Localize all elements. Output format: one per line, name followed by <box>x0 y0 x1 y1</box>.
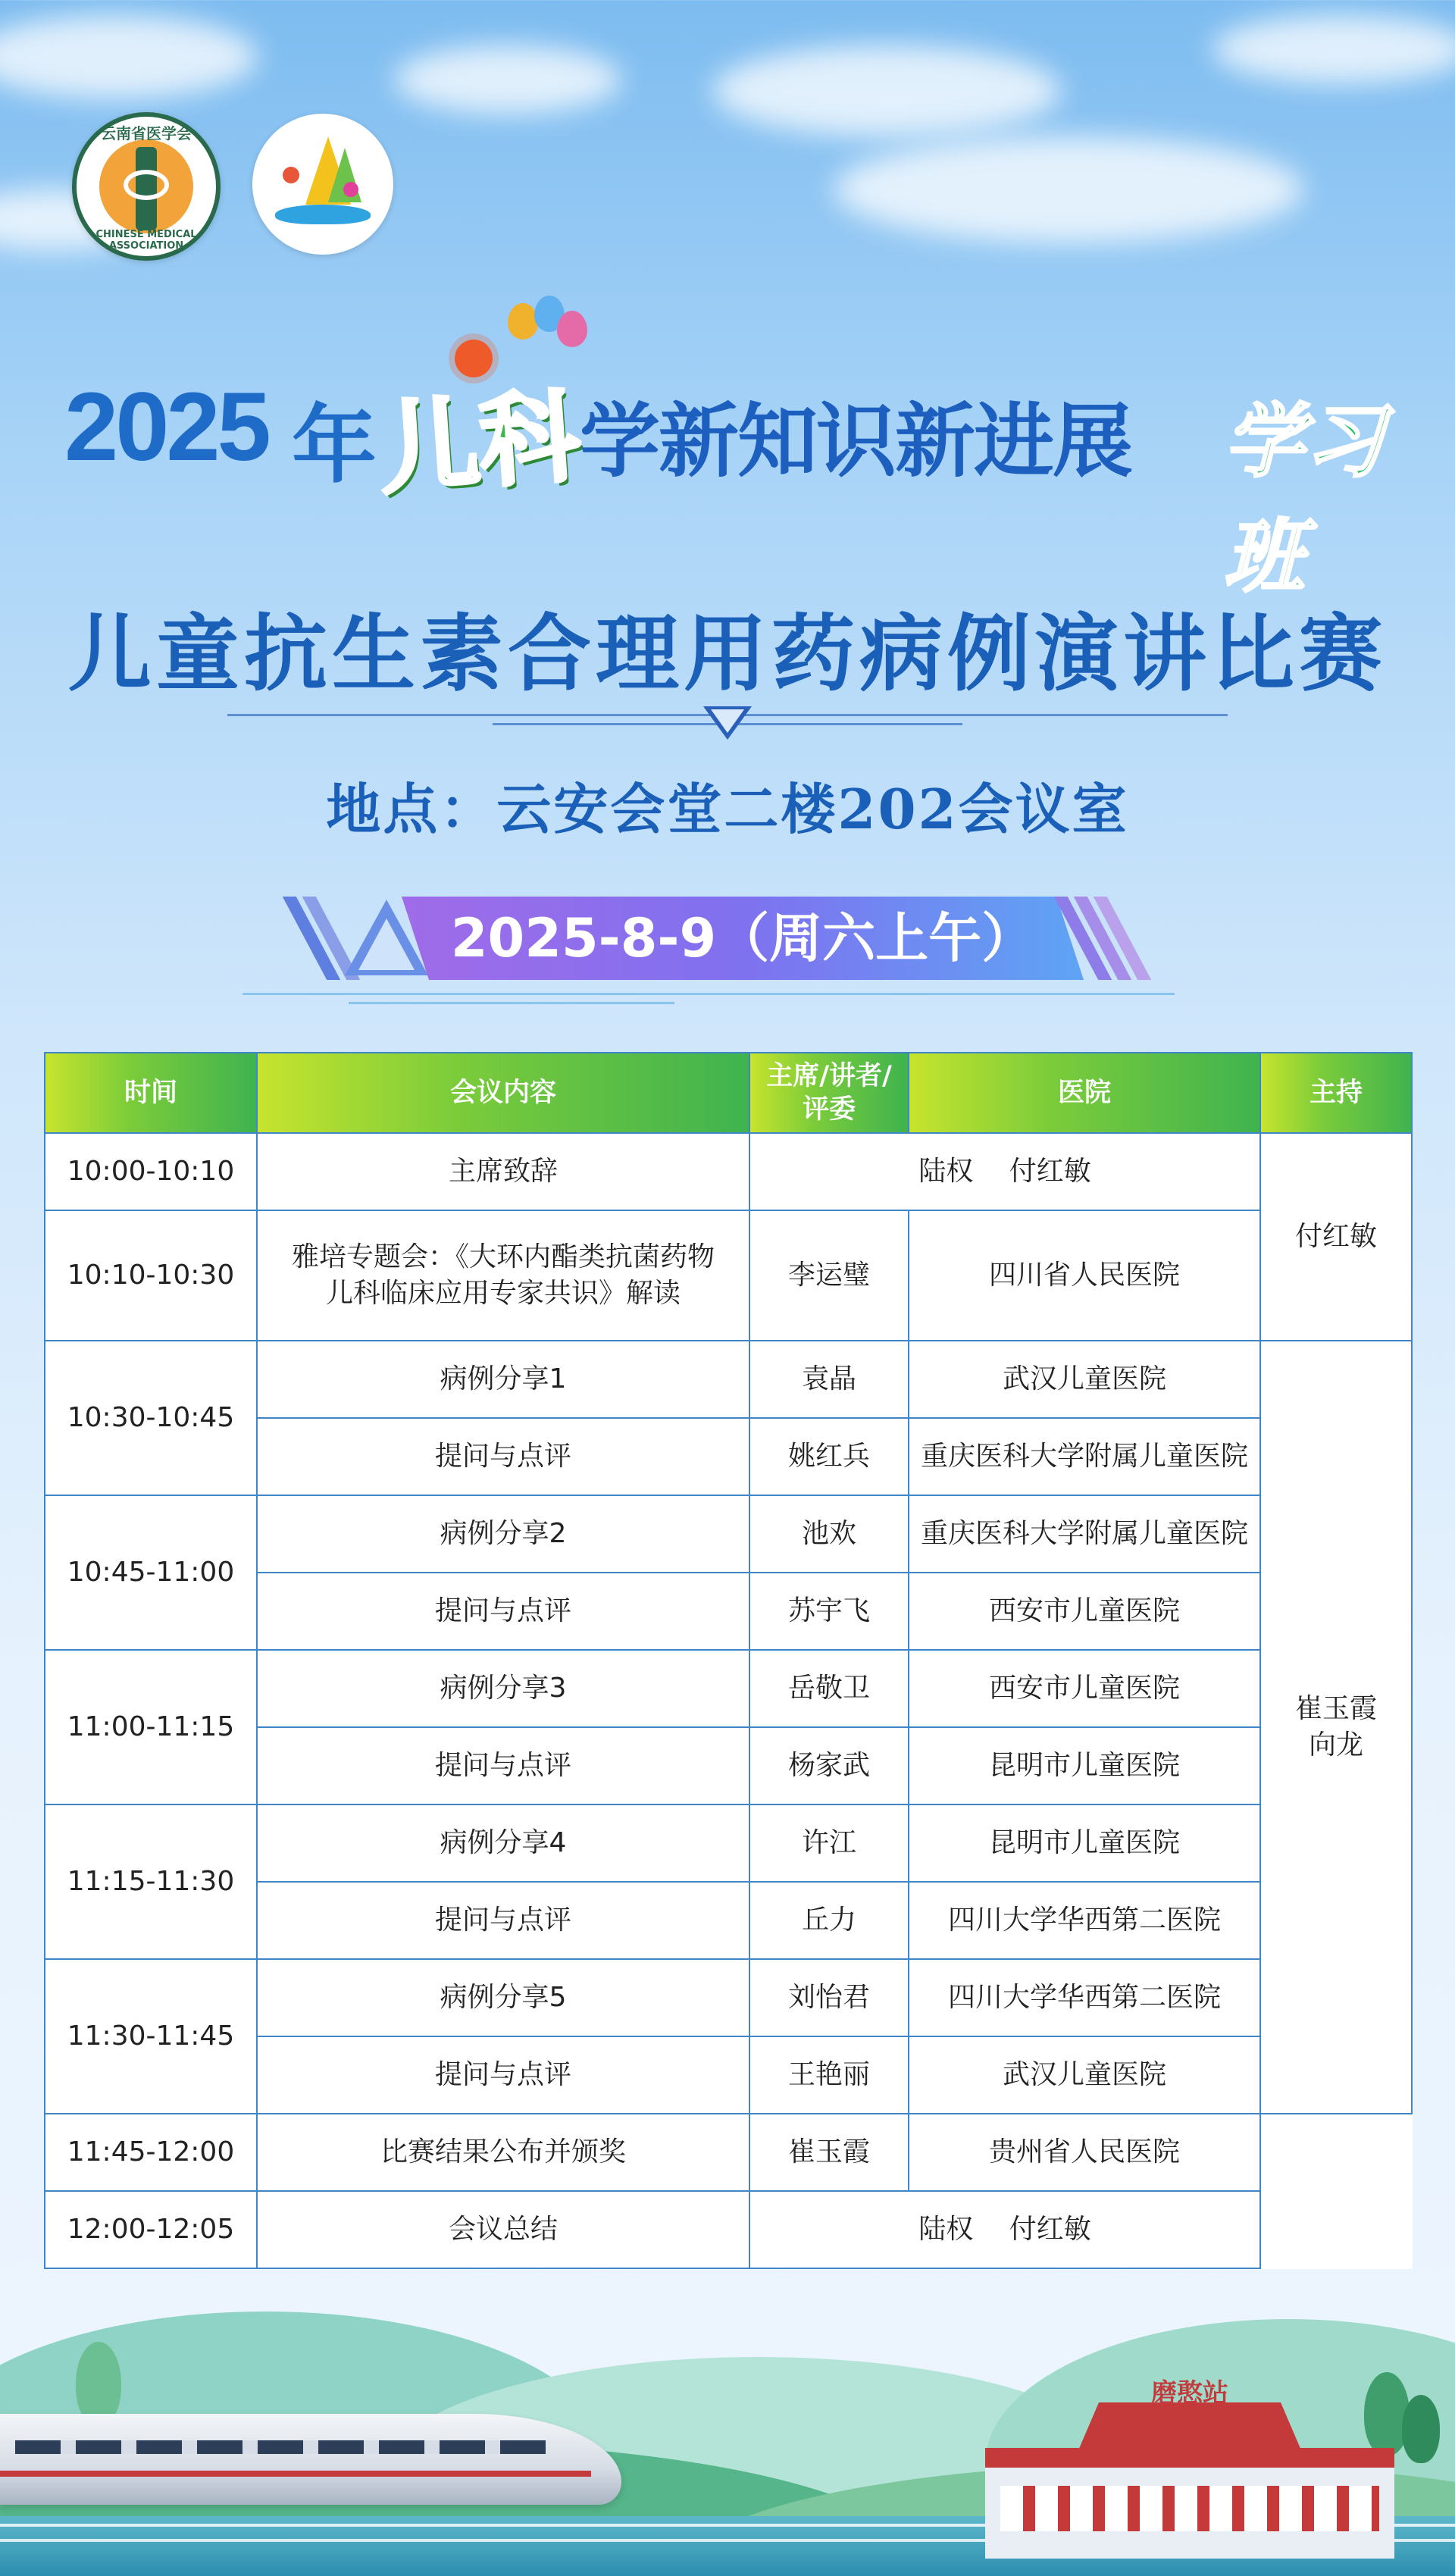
speaker-cell: 袁晶 <box>749 1341 909 1418</box>
logo-bottom-text: CHINESE MEDICAL ASSOCIATION <box>95 229 197 252</box>
title-year: 2025 <box>64 373 268 481</box>
station-name: 磨憨站 <box>1151 2378 1228 2409</box>
time-cell: 11:15-11:30 <box>45 1804 257 1959</box>
medical-association-logo <box>72 112 221 261</box>
content-cell: 提问与点评 <box>257 2036 749 2114</box>
speaker-cell: 陆权 付红敏 <box>749 1133 1260 1210</box>
balloon-icon <box>557 311 587 347</box>
content-cell: 病例分享5 <box>257 1959 749 2036</box>
content-cell: 比赛结果公布并颁奖 <box>257 2114 749 2191</box>
host-cell: 付红敏 <box>1260 1133 1412 1341</box>
hospital-cell: 武汉儿童医院 <box>909 2036 1260 2114</box>
table-row <box>45 1495 1412 1573</box>
time-cell: 10:00-10:10 <box>45 1133 257 1210</box>
header-content: 会议内容 <box>257 1053 749 1133</box>
title-rest: 学新知识新进展 <box>580 395 1131 488</box>
time-cell: 11:30-11:45 <box>45 1959 257 2114</box>
logo-top-text: 云南省医学会 <box>101 124 192 142</box>
speaker-cell: 李运璧 <box>749 1210 909 1341</box>
time-cell: 11:00-11:15 <box>45 1650 257 1804</box>
hospital-cell: 武汉儿童医院 <box>909 1341 1260 1418</box>
speaker-cell: 池欢 <box>749 1495 909 1573</box>
schedule-table <box>44 1052 1413 2269</box>
date-text: 2025-8-9（周六上午） <box>450 907 1035 969</box>
high-speed-train-icon <box>0 2414 621 2505</box>
table-row <box>45 1341 1412 1418</box>
table-row <box>45 1959 1412 2036</box>
header-hospital: 医院 <box>909 1053 1260 1133</box>
time-cell: 10:10-10:30 <box>45 1210 257 1341</box>
hospital-cell: 西安市儿童医院 <box>909 1573 1260 1650</box>
speaker-cell: 刘怡君 <box>749 1959 909 2036</box>
child-icon <box>283 167 299 183</box>
hospital-cell: 四川大学华西第二医院 <box>909 1882 1260 1959</box>
table-row <box>45 1210 1412 1341</box>
title-erke: 儿科 <box>375 377 584 509</box>
snake-icon <box>124 170 169 200</box>
speaker-cell: 姚红兵 <box>749 1418 909 1495</box>
child-icon <box>343 182 358 197</box>
table-row <box>45 1804 1412 1882</box>
title-nian: 年 <box>292 396 377 495</box>
cloud <box>394 45 621 114</box>
time-cell: 10:45-11:00 <box>45 1495 257 1650</box>
divider <box>349 1002 674 1004</box>
hospital-cell: 四川省人民医院 <box>909 1210 1260 1341</box>
header-speaker: 主席/讲者/评委 <box>749 1053 909 1133</box>
content-cell: 病例分享2 <box>257 1495 749 1573</box>
hospital-cell: 昆明市儿童医院 <box>909 1727 1260 1804</box>
tree-icon <box>1402 2395 1440 2463</box>
content-cell: 病例分享1 <box>257 1341 749 1418</box>
pediatrics-society-logo <box>252 114 393 255</box>
content-cell: 会议总结 <box>257 2191 749 2268</box>
time-cell: 10:30-10:45 <box>45 1341 257 1495</box>
cloud <box>1212 15 1455 83</box>
content-cell: 病例分享4 <box>257 1804 749 1882</box>
train-stripe <box>0 2471 591 2477</box>
tree-icon <box>76 2342 121 2425</box>
divider <box>242 993 1175 995</box>
triangle-inner <box>711 709 744 733</box>
header-host: 主持 <box>1260 1053 1412 1133</box>
speaker-cell: 陆权 付红敏 <box>749 2191 1260 2268</box>
content-cell: 提问与点评 <box>257 1573 749 1650</box>
speaker-cell: 崔玉霞 <box>749 2114 909 2191</box>
hospital-cell: 重庆医科大学附属儿童医院 <box>909 1495 1260 1573</box>
header-time: 时间 <box>45 1053 257 1133</box>
speaker-cell: 丘力 <box>749 1882 909 1959</box>
cloud <box>834 136 1303 243</box>
table-row <box>45 2114 1412 2191</box>
cloud <box>712 45 1061 136</box>
host-name: 崔玉霞 <box>1294 1693 1377 1724</box>
speaker-cell: 苏宇飞 <box>749 1573 909 1650</box>
host-name: 向龙 <box>1308 1729 1363 1761</box>
footer-illustration <box>0 2289 1455 2576</box>
venue-text: 地点：云安会堂二楼202会议室 <box>326 777 1129 841</box>
event-title <box>64 356 1398 603</box>
content-cell: 雅培专题会：《大环内酯类抗菌药物儿科临床应用专家共识》解读 <box>257 1210 749 1341</box>
speaker-cell: 岳敬卫 <box>749 1650 909 1727</box>
wave-icon <box>275 205 371 224</box>
speaker-cell: 许江 <box>749 1804 909 1882</box>
hospital-cell: 重庆医科大学附属儿童医院 <box>909 1418 1260 1495</box>
host-cell <box>1260 1341 1412 2114</box>
content-cell: 提问与点评 <box>257 1882 749 1959</box>
station-pillars <box>1000 2486 1379 2531</box>
hospital-cell: 西安市儿童医院 <box>909 1650 1260 1727</box>
time-cell: 11:45-12:00 <box>45 2114 257 2191</box>
speaker-cell: 杨家武 <box>749 1727 909 1804</box>
competition-title: 儿童抗生素合理用药病例演讲比赛 <box>68 605 1387 703</box>
hospital-cell: 昆明市儿童医院 <box>909 1804 1260 1882</box>
title-class: 学习班 <box>1224 395 1385 603</box>
train-windows <box>15 2440 546 2454</box>
content-cell: 提问与点评 <box>257 1727 749 1804</box>
speaker-cell: 王艳丽 <box>749 2036 909 2114</box>
table-row <box>45 1133 1412 1210</box>
balloon-icon <box>508 303 538 340</box>
hospital-cell: 四川大学华西第二医院 <box>909 1959 1260 2036</box>
content-cell: 病例分享3 <box>257 1650 749 1727</box>
content-cell: 提问与点评 <box>257 1418 749 1495</box>
cloud <box>0 15 258 99</box>
time-cell: 12:00-12:05 <box>45 2191 257 2268</box>
table-row <box>45 1650 1412 1727</box>
content-cell: 主席致辞 <box>257 1133 749 1210</box>
table-header-row <box>45 1053 1412 1133</box>
table-row <box>45 2191 1412 2268</box>
hospital-cell: 贵州省人民医院 <box>909 2114 1260 2191</box>
